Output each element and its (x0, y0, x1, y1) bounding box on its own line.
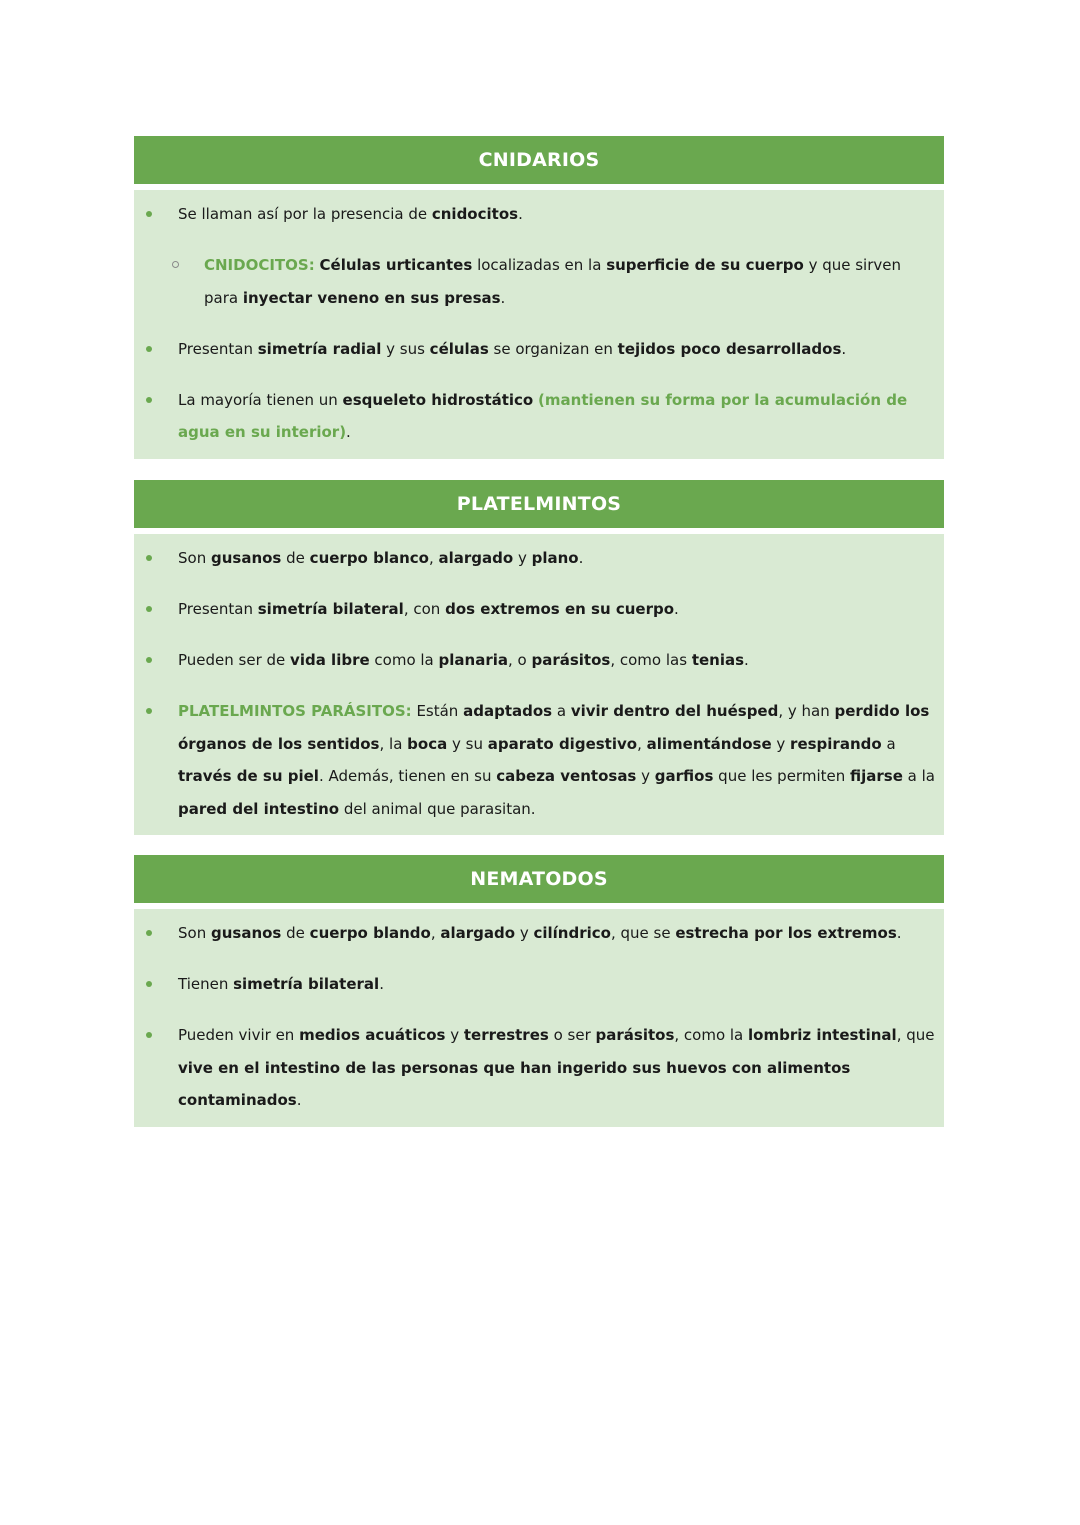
text-segment: , (430, 924, 441, 942)
list-item-text (178, 924, 902, 942)
text-segment: , (637, 734, 647, 753)
bullet-dot-icon (146, 555, 152, 561)
text-segment: Tienen (178, 975, 234, 993)
bold-text: terrestres (463, 1026, 549, 1044)
list-item (134, 1019, 944, 1117)
text-segment: Pueden ser de (178, 651, 291, 669)
bullet-circle-icon (172, 261, 179, 268)
section-header (134, 136, 944, 184)
text-segment: y que sirven para (204, 256, 901, 307)
bold-text: tejidos poco desarrollados (617, 339, 842, 358)
bold-text: alargado (438, 549, 514, 567)
bold-text: inyectar veneno en sus presas (242, 288, 501, 307)
section-title: PLATELMINTOS (456, 493, 622, 515)
bold-text: perdido los órganos de los sentidos (178, 702, 930, 753)
text-segment: a (552, 702, 571, 720)
bold-text: medios acuáticos (299, 1026, 446, 1044)
bullet-dot-icon (146, 708, 152, 714)
list-item-text (178, 391, 907, 442)
bold-text: simetría bilateral (257, 600, 404, 618)
text-segment: y sus (381, 339, 430, 358)
text-segment: a la (902, 767, 935, 785)
bold-text: garfios (654, 767, 714, 785)
bold-text: vivir dentro del huésped (570, 702, 779, 720)
text-segment: . Además, tienen en su (318, 767, 497, 785)
list-item (134, 695, 944, 825)
bold-text: estrecha por los extremos (675, 924, 897, 942)
text-segment: Presentan (178, 339, 258, 358)
list-item (134, 968, 944, 1001)
highlight-text: CNIDOCITOS: (204, 256, 315, 274)
bullet-dot-icon (146, 397, 152, 403)
bold-text: plano (531, 549, 579, 567)
text-segment: que les permiten (713, 767, 850, 785)
bold-text: vida libre (290, 651, 370, 669)
text-segment: Pueden vivir en (178, 1026, 300, 1044)
bold-text: fijarse (850, 767, 903, 785)
bold-text: cilíndrico (533, 924, 611, 942)
list-item (134, 542, 944, 575)
highlight-text: (mantienen su forma por la acumulación de agua en su interior) (178, 390, 908, 441)
bullet-dot-icon (146, 657, 152, 663)
text-segment: . (379, 975, 384, 993)
bold-text: lombriz intestinal (748, 1026, 897, 1044)
bold-text: parásitos (595, 1026, 675, 1044)
text-segment: Presentan (178, 600, 258, 618)
text-segment: y (513, 549, 532, 567)
text-segment: Se llaman así por la presencia de (178, 205, 432, 223)
text-segment: , que se (610, 924, 676, 942)
list-item (134, 917, 944, 950)
bold-text: tenias (691, 651, 745, 669)
bold-text: esqueleto hidrostático (342, 390, 534, 409)
section-header (134, 480, 944, 528)
text-segment: de (281, 549, 310, 567)
text-segment: de (281, 924, 310, 942)
bold-text: aparato digestivo (487, 734, 638, 753)
text-segment: La mayoría tienen un (178, 390, 343, 409)
text-segment: se organizan en (488, 339, 618, 358)
text-segment: y su (447, 734, 488, 753)
bullet-dot-icon (146, 606, 152, 612)
bold-text: gusanos (210, 924, 282, 942)
highlight-text: PLATELMINTOS PARÁSITOS: (178, 702, 412, 720)
bold-text: dos extremos en su cuerpo (445, 600, 675, 618)
section-body (134, 909, 944, 1127)
list-item-text (178, 600, 679, 618)
text-segment: localizadas en la (472, 256, 607, 274)
bullet-dot-icon (146, 930, 152, 936)
list-item (134, 384, 944, 449)
text-segment: y (515, 924, 534, 942)
list-item (134, 198, 944, 231)
text-segment: . (346, 423, 351, 441)
section-cnidarios (134, 136, 944, 459)
text-segment: . (296, 1091, 302, 1109)
bold-text: células (429, 339, 489, 358)
bold-text: planaria (438, 651, 508, 669)
list-item-text (204, 256, 901, 307)
bold-text: parásitos (531, 651, 611, 669)
text-segment: , (428, 549, 439, 567)
bold-text: superficie de su cuerpo (606, 256, 804, 274)
text-segment: y (636, 767, 655, 785)
text-segment: y (445, 1026, 464, 1044)
sub-list-item (134, 249, 944, 314)
section-body (134, 534, 944, 835)
bold-text: boca (407, 734, 448, 753)
bold-text: alimentándose (646, 734, 772, 753)
bold-text: cnidocitos (431, 205, 519, 223)
bold-text: alargado (440, 924, 516, 942)
bold-text: gusanos (210, 549, 282, 567)
list-item-text (178, 340, 846, 358)
text-segment: o ser (548, 1026, 596, 1044)
bullet-dot-icon (146, 1032, 152, 1038)
text-segment: . (896, 924, 902, 942)
bullet-dot-icon (146, 981, 152, 987)
text-segment: , o (508, 651, 532, 669)
list-item (134, 593, 944, 626)
list-item (134, 333, 944, 366)
bold-text: cuerpo blando (309, 924, 431, 942)
section-body (134, 190, 944, 459)
text-segment: Son (178, 924, 211, 942)
text-segment: , la (379, 734, 408, 753)
text-segment: . (744, 651, 749, 669)
text-segment: , que (896, 1026, 935, 1044)
section-platelmintos (134, 480, 944, 835)
text-segment: y (771, 734, 791, 753)
text-segment: del animal que parasitan. (339, 799, 536, 818)
bold-text: cabeza ventosas (496, 767, 637, 785)
list-item-text (178, 651, 749, 669)
section-title: NEMATODOS (470, 868, 608, 890)
bullet-dot-icon (146, 211, 152, 217)
text-segment: . (841, 339, 847, 358)
bold-text: pared del intestino (178, 799, 340, 818)
text-segment: . (674, 600, 679, 618)
section-nematodos (134, 855, 944, 1127)
list-item-text (178, 702, 935, 818)
bold-text: Células urticantes (319, 256, 473, 274)
list-item-text (178, 1026, 934, 1109)
bold-text: simetría bilateral (233, 975, 380, 993)
section-title: CNIDARIOS (478, 149, 600, 171)
text-segment: como la (369, 651, 439, 669)
list-item (134, 644, 944, 677)
list-item-text (178, 549, 583, 567)
bold-text: simetría radial (257, 339, 382, 358)
text-segment: Están (411, 702, 464, 720)
text-segment: , como las (610, 651, 692, 669)
text-segment: . (500, 288, 506, 307)
bold-text: respirando (790, 734, 882, 753)
list-item-text (178, 975, 384, 993)
bullet-dot-icon (146, 346, 152, 352)
text-segment: . (518, 205, 523, 223)
bold-text: adaptados (463, 702, 553, 720)
text-segment: , y han (778, 702, 835, 720)
text-segment: , como la (674, 1026, 749, 1044)
bold-text: cuerpo blanco (309, 549, 429, 567)
text-segment: a (881, 734, 896, 753)
text-segment: Son (178, 549, 211, 567)
list-item-text (178, 205, 523, 223)
text-segment: , con (403, 600, 446, 618)
text-segment: . (578, 549, 584, 567)
bold-text: través de su piel (178, 767, 319, 785)
section-header (134, 855, 944, 903)
bold-text: vive en el intestino de las personas que han ingerido sus huevos con alimentos contaminados (178, 1058, 851, 1109)
